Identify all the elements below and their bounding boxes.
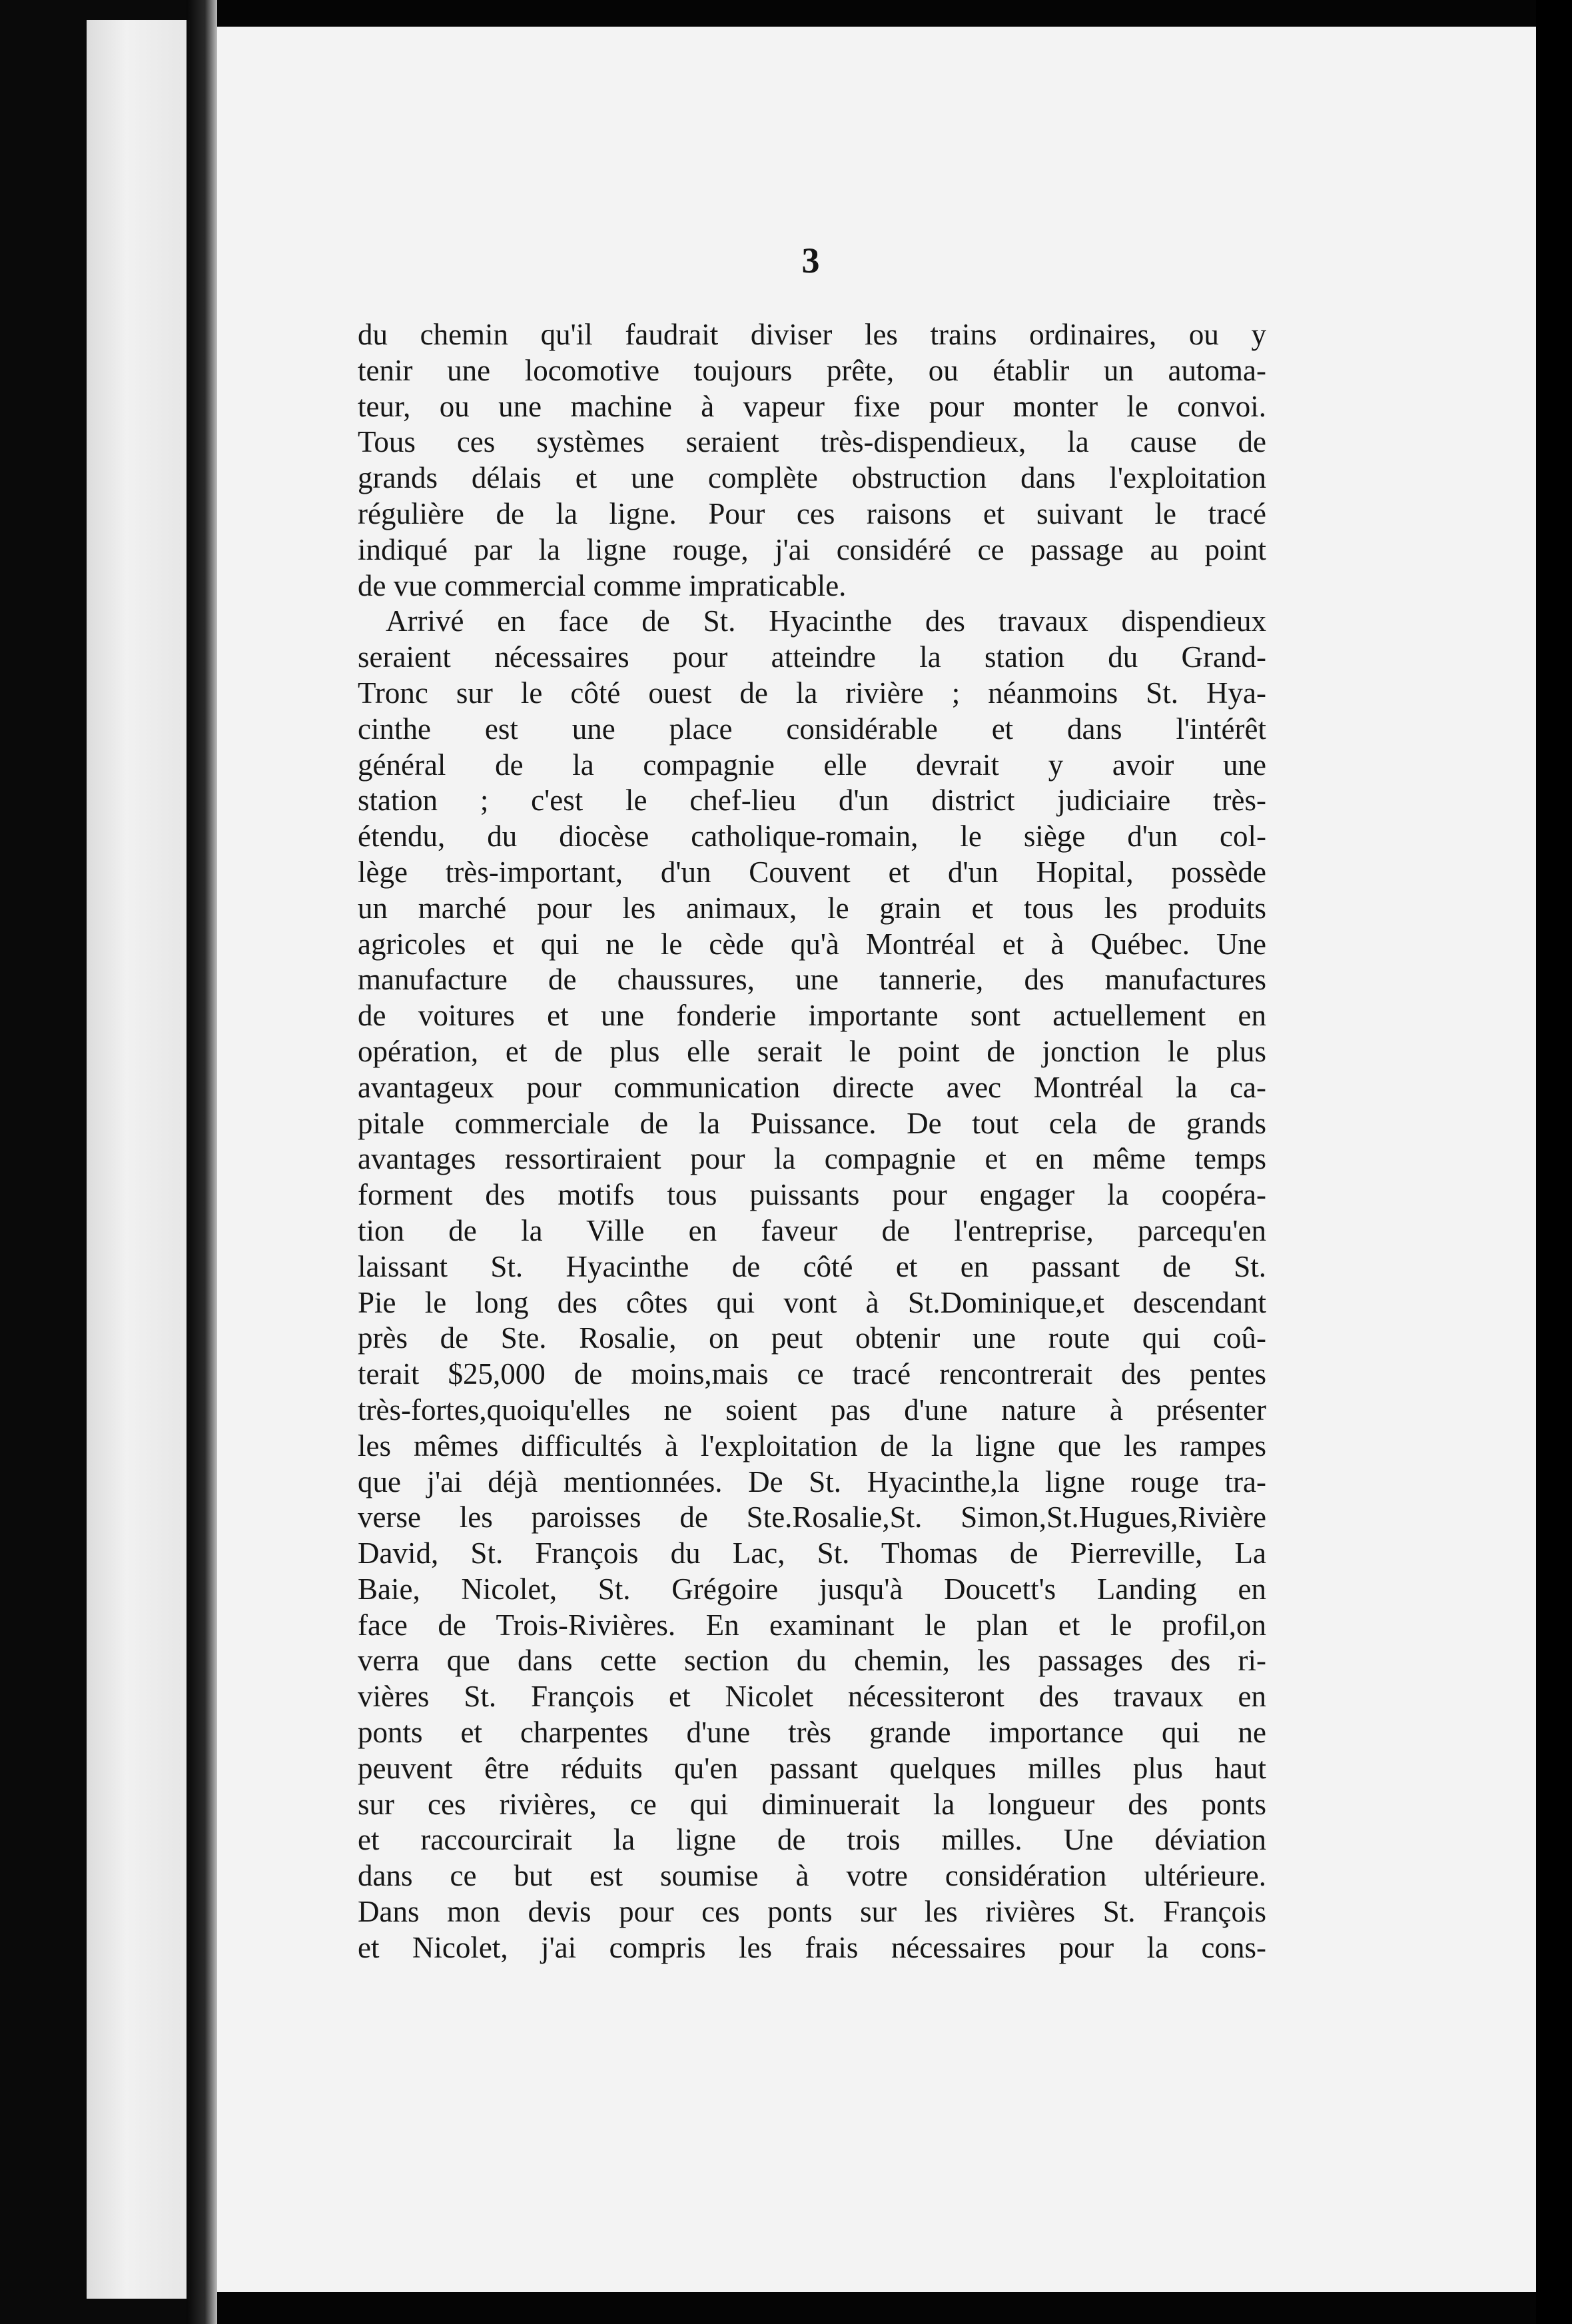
text-line: un marché pour les animaux, le grain et tous les produits [358,891,1266,925]
text-line: Tronc sur le côté ouest de la rivière ; néanmoins St. Hya- [358,676,1266,710]
text-line: peuvent être réduits qu'en passant quelques milles plus haut [358,1751,1266,1785]
text-line: avantages ressortiraient pour la compagnie et en même temps [358,1142,1266,1176]
text-line: près de Ste. Rosalie, on peut obtenir une route qui coû- [358,1321,1266,1355]
text-line: régulière de la ligne. Pour ces raisons et suivant le tracé [358,496,1266,530]
text-line: de voitures et une fonderie importante sont actuellement en [358,999,1266,1033]
text-line: ponts et charpentes d'une très grande importance qui ne [358,1716,1266,1750]
text-line: Baie, Nicolet, St. Grégoire jusqu'à Doucett's Landing en [358,1572,1266,1606]
text-line: général de la compagnie elle devrait y avoir une [358,748,1266,782]
text-line: très-fortes,quoiqu'elles ne soient pas d'une nature à présenter [358,1393,1266,1427]
text-line: face de Trois-Rivières. En examinant le plan et le profil,on [358,1608,1266,1642]
text-line: que j'ai déjà mentionnées. De St. Hyacinthe,la ligne rouge tra- [358,1464,1266,1498]
text-line: Tous ces systèmes seraient très-dispendieux, la cause de [358,425,1266,459]
text-line: opération, et de plus elle serait le point de jonction le plus [358,1034,1266,1068]
text-line: du chemin qu'il faudrait diviser les trains ordinaires, ou y [358,318,1266,351]
text-line: Arrivé en face de St. Hyacinthe des travaux dispendieux [386,604,1266,638]
text-line: Dans mon devis pour ces ponts sur les rivières St. François [358,1895,1266,1929]
page-number: 3 [801,241,820,281]
text-line: verra que dans cette section du chemin, les passages des ri- [358,1644,1266,1678]
text-line: seraient nécessaires pour atteindre la station du Grand- [358,640,1266,674]
text-line: pitale commerciale de la Puissance. De tout cela de grands [358,1106,1266,1140]
text-line: lège très-important, d'un Couvent et d'un Hopital, possède [358,855,1266,889]
text-line: cinthe est une place considérable et dans l'intérêt [358,712,1266,746]
text-line: Pie le long des côtes qui vont à St.Dominique,et descendant [358,1285,1266,1319]
text-line: et raccourcirait la ligne de trois milles. Une déviation [358,1823,1266,1857]
text-line: manufacture de chaussures, une tannerie, des manufactures [358,963,1266,997]
text-line: verse les paroisses de Ste.Rosalie,St. Simon,St.Hugues,Rivière [358,1500,1266,1534]
text-line: et Nicolet, j'ai compris les frais nécessaires pour la cons- [358,1930,1266,1964]
text-line: station ; c'est le chef-lieu d'un district judiciaire très- [358,784,1266,818]
text-line: avantageux pour communication directe avec Montréal la ca- [358,1070,1266,1104]
text-line: les mêmes difficultés à l'exploitation de la ligne que les rampes [358,1429,1266,1462]
text-line: de vue commercial comme impraticable. [358,568,847,602]
text-line: tion de la Ville en faveur de l'entreprise, parcequ'en [358,1213,1266,1247]
scanner-right-border [1536,0,1572,2324]
text-line: grands délais et une complète obstruction dans l'exploitation [358,461,1266,495]
text-line: teur, ou une machine à vapeur fixe pour monter le convoi. [358,389,1266,423]
text-line: indiqué par la ligne rouge, j'ai considéré ce passage au point [358,532,1266,566]
text-line: forment des motifs tous puissants pour engager la coopéra- [358,1178,1266,1212]
text-line: agricoles et qui ne le cède qu'à Montréal et à Québec. Une [358,927,1266,961]
text-line: David, St. François du Lac, St. Thomas de Pierreville, La [358,1536,1266,1570]
facing-page-edge [87,20,187,2299]
text-line: terait $25,000 de moins,mais ce tracé rencontrerait des pentes [358,1357,1266,1391]
text-line: laissant St. Hyacinthe de côté et en passant de St. [358,1249,1266,1283]
text-line: dans ce but est soumise à votre considération ultérieure. [358,1859,1266,1893]
book-gutter [187,0,217,2324]
text-line: vières St. François et Nicolet nécessiteront des travaux en [358,1680,1266,1714]
body-text [358,317,1266,1966]
text-line: étendu, du diocèse catholique-romain, le siège d'un col- [358,820,1266,854]
text-line: sur ces rivières, ce qui diminuerait la longueur des ponts [358,1787,1266,1821]
text-line: tenir une locomotive toujours prête, ou établir un automa- [358,353,1266,387]
